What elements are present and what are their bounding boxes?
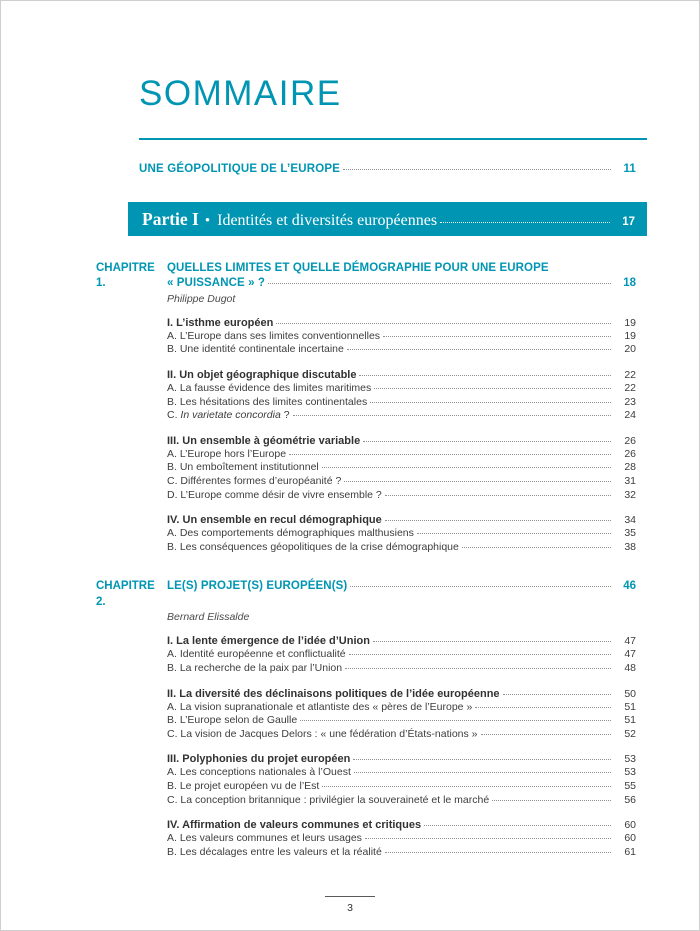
dotted-leader	[365, 838, 611, 839]
toc-item-row	[167, 662, 647, 676]
chapter-label: CHAPITRE 1.	[96, 261, 155, 290]
item-text: D. L’Europe comme désir de vivre ensemble ?	[167, 488, 382, 501]
section-page-number: 22	[624, 369, 636, 382]
section-title-text: I. La lente émergence de l’idée d’Union	[167, 635, 370, 648]
toc-item-row	[167, 648, 647, 662]
dotted-leader	[300, 720, 611, 721]
dotted-leader	[492, 800, 611, 801]
item-text: B. L’Europe selon de Gaulle	[167, 714, 298, 727]
section-title-text: IV. Un ensemble en recul démographique	[167, 514, 382, 527]
footer-page-number: 3	[347, 902, 353, 914]
chapter-heading	[96, 579, 647, 610]
section-page-number: 34	[624, 514, 636, 527]
toc-item-row	[167, 330, 647, 344]
section-title-text: II. La diversité des déclinaisons politiques de l’idée européenne	[167, 687, 500, 700]
dotted-leader	[322, 467, 611, 468]
toc-item-row	[167, 409, 647, 423]
dotted-leader	[354, 772, 611, 773]
toc-item-row	[167, 780, 647, 794]
item-page-number: 28	[624, 461, 636, 474]
section-title-text: II. Un objet géographique discutable	[167, 369, 357, 382]
chapters-list	[96, 261, 647, 859]
toc-item-row	[167, 461, 647, 475]
item-text: B. La recherche de la paix par l’Union	[167, 662, 343, 674]
section-title-row	[167, 752, 647, 766]
part-banner-prefix: Partie I	[142, 208, 199, 229]
text-segment: C.	[167, 409, 181, 422]
dotted-leader	[374, 388, 611, 389]
toc-item-row	[167, 475, 647, 489]
section-title-row	[167, 434, 647, 448]
dotted-leader	[289, 454, 611, 455]
section-title-row	[167, 513, 647, 527]
item-text: A. La fausse évidence des limites maritimes	[167, 382, 372, 395]
title-rule	[139, 138, 647, 140]
section-title-row	[167, 687, 647, 701]
item-text: B. Un emboîtement institutionnel	[167, 461, 319, 474]
text-segment: In varietate concordia	[180, 409, 281, 422]
item-text: B. Les hésitations des limites continentales	[167, 395, 368, 408]
toc-item-row	[167, 489, 647, 503]
item-text: A. La vision supranationale et atlantiste des « pères de l’Europe »	[167, 700, 473, 713]
dotted-leader	[385, 495, 611, 496]
item-page-number: 53	[624, 766, 636, 779]
chapter-page-number: 46	[623, 580, 636, 593]
section-title-row	[167, 316, 647, 330]
item-page-number: 24	[624, 409, 636, 422]
item-page-number: 32	[624, 488, 636, 501]
toc-item-row	[167, 382, 647, 396]
item-page-number: 19	[624, 329, 636, 342]
item-page-number: 35	[624, 527, 636, 540]
toc-section	[167, 513, 647, 554]
dotted-leader	[359, 375, 611, 376]
item-text: B. Une identité continentale incertaine	[167, 343, 344, 356]
dotted-leader	[276, 323, 611, 324]
toc-section	[167, 434, 647, 502]
dotted-leader	[503, 694, 611, 695]
item-page-number: 20	[624, 343, 636, 356]
part-banner	[128, 202, 647, 236]
item-text: B. Les conséquences géopolitiques de la crise démographique	[167, 540, 459, 553]
toc-item-row	[167, 343, 647, 357]
chapter-title-text: « PUISSANCE » ?	[167, 277, 265, 290]
dotted-leader	[293, 415, 611, 416]
item-text: C. La conception britannique : privilégier la souveraineté et le marché	[167, 793, 490, 806]
toc-section	[167, 634, 647, 675]
dotted-leader	[373, 641, 611, 642]
item-page-number: 31	[624, 475, 636, 488]
dotted-leader	[344, 481, 611, 482]
dotted-leader	[347, 349, 611, 350]
toc-item-row	[167, 541, 647, 555]
dotted-leader	[481, 734, 611, 735]
item-text: A. Des comportements démographiques malthusiens	[167, 527, 414, 540]
toc-item-row	[167, 766, 647, 780]
dotted-leader	[268, 283, 611, 284]
item-text: A. Les conceptions nationales à l’Ouest	[167, 766, 351, 779]
item-page-number: 47	[624, 648, 636, 661]
part-banner-title: Identités et diversités européennes	[217, 211, 438, 229]
toc-item-row	[167, 832, 647, 846]
toc-entry-label: UNE GÉOPOLITIQUE DE L’EUROPE	[139, 162, 341, 175]
section-page-number: 53	[624, 753, 636, 766]
toc-item-row	[167, 396, 647, 410]
toc-item-row	[167, 714, 647, 728]
item-text: C. Différentes formes d’européanité ?	[167, 475, 342, 488]
dotted-leader	[349, 654, 611, 655]
dotted-leader	[417, 533, 611, 534]
item-page-number: 55	[624, 779, 636, 792]
dotted-leader	[475, 707, 611, 708]
section-title-text: IV. Affirmation de valeurs communes et critiques	[167, 819, 422, 832]
toc-section	[167, 818, 647, 859]
chapter-title-lines	[167, 261, 647, 292]
toc-entry-geopolitique	[139, 163, 647, 175]
part-banner-bullet: •	[204, 212, 211, 229]
toc-item-row	[167, 527, 647, 541]
chapter-title-row	[167, 276, 647, 292]
chapter-author: Bernard Elissalde	[167, 611, 250, 624]
dotted-leader	[462, 547, 611, 548]
item-page-number: 56	[624, 793, 636, 806]
chapter-title-text: LE(S) PROJET(S) EUROPÉEN(S)	[167, 580, 348, 593]
chapter-title-text: QUELLES LIMITES ET QUELLE DÉMOGRAPHIE POUR UNE EUROPE	[167, 261, 549, 274]
page-title: SOMMAIRE	[139, 74, 342, 114]
page-footer	[1, 896, 699, 914]
item-text: A. L’Europe hors l’Europe	[167, 447, 287, 460]
chapter-page-number: 18	[623, 277, 636, 290]
section-title-row	[167, 368, 647, 382]
section-title-text: I. L’isthme européen	[167, 316, 274, 329]
dotted-leader	[343, 169, 611, 170]
item-text: B. Le projet européen vu de l’Est	[167, 779, 320, 792]
item-page-number: 38	[624, 540, 636, 553]
chapter-author: Philippe Dugot	[167, 292, 236, 305]
section-title-row	[167, 634, 647, 648]
toc-section	[167, 368, 647, 423]
dotted-leader	[383, 336, 611, 337]
footer-rule	[325, 896, 375, 897]
text-segment: ?	[280, 409, 290, 422]
item-text: A. Les valeurs communes et leurs usages	[167, 832, 362, 845]
item-page-number: 51	[624, 714, 636, 727]
section-title-text: III. Un ensemble à géométrie variable	[167, 434, 361, 447]
chapter-heading	[96, 261, 647, 292]
section-title-row	[167, 818, 647, 832]
item-page-number: 26	[624, 447, 636, 460]
toc-item-row	[167, 728, 647, 742]
toc-item-row	[167, 448, 647, 462]
part-banner-page-number: 17	[622, 215, 635, 228]
dotted-leader	[322, 786, 611, 787]
chapter-1	[96, 261, 647, 555]
toc-item-row	[167, 846, 647, 860]
section-page-number: 50	[624, 687, 636, 700]
toc-item-row	[167, 701, 647, 715]
item-page-number: 22	[624, 382, 636, 395]
item-page-number: 61	[624, 845, 636, 858]
chapter-label: CHAPITRE 2.	[96, 580, 155, 608]
dotted-leader	[440, 222, 610, 223]
toc-section	[167, 752, 647, 807]
item-text: A. Identité européenne et conflictualité	[167, 648, 346, 661]
dotted-leader	[350, 586, 611, 587]
toc-entry-page-number: 11	[623, 162, 636, 175]
dotted-leader	[385, 520, 611, 521]
item-text	[167, 409, 290, 423]
item-text: A. L’Europe dans ses limites conventionnelles	[167, 329, 381, 342]
item-text: B. Les décalages entre les valeurs et la réalité	[167, 845, 382, 858]
section-page-number: 60	[624, 819, 636, 832]
section-title-text: III. Polyphonies du projet européen	[167, 753, 351, 766]
item-page-number: 51	[624, 700, 636, 713]
toc-section	[167, 687, 647, 742]
toc-section	[167, 316, 647, 357]
item-page-number: 48	[624, 662, 636, 674]
dotted-leader	[424, 825, 611, 826]
item-text: C. La vision de Jacques Delors : « une fédération d’États-nations »	[167, 727, 478, 740]
dotted-leader	[345, 668, 611, 669]
chapter-title-lines	[167, 579, 647, 610]
item-page-number: 23	[624, 395, 636, 408]
section-page-number: 19	[624, 316, 636, 329]
dotted-leader	[363, 441, 611, 442]
dotted-leader	[370, 402, 611, 403]
toc-item-row	[167, 794, 647, 808]
section-page-number: 26	[624, 434, 636, 447]
item-page-number: 60	[624, 832, 636, 845]
chapter-2	[96, 579, 647, 859]
item-page-number: 52	[624, 727, 636, 740]
dotted-leader	[385, 852, 611, 853]
chapter-title-row	[167, 261, 647, 277]
section-page-number: 47	[624, 635, 636, 648]
chapter-title-row	[167, 579, 647, 595]
dotted-leader	[353, 759, 611, 760]
